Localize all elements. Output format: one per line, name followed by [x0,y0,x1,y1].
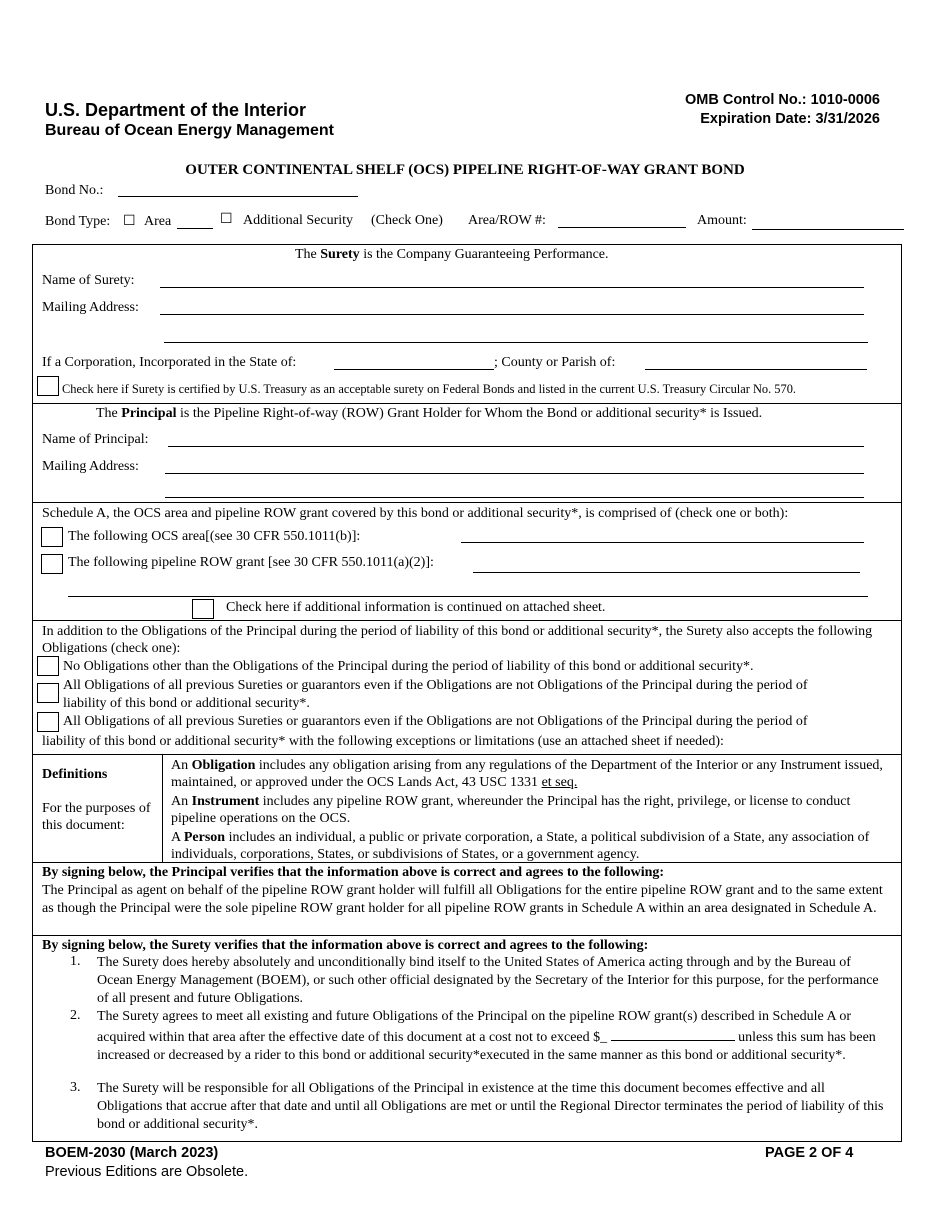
county-field[interactable] [645,369,867,370]
additional-security-checkbox[interactable]: ☐ [220,212,233,227]
schedule-a-extra-field[interactable] [68,596,868,597]
treasury-certified-checkbox[interactable] [37,376,59,396]
divider-schedule [32,620,901,621]
ocs-area-label: The following OCS area[(see 30 CFR 550.1011(b)]: [68,529,361,544]
principal-mailing-label: Mailing Address: [42,459,139,474]
principal-sign-heading: By signing below, the Principal verifies that the information above is correct and agrees to the following: [42,865,665,880]
department-name: U.S. Department of the Interior [45,100,307,120]
principal-name-field[interactable] [168,446,864,447]
omb-control-number: OMB Control No.: 1010-0006 [685,92,880,108]
area-blank[interactable] [177,228,213,229]
ocs-area-checkbox[interactable] [41,527,63,547]
area-row-field[interactable] [558,227,686,228]
surety-item-1-text: The Surety does hereby absolutely and unconditionally bind itself to the United States of America acting through and by the Bureau of Ocean Energy Management (BOEM), or such other official designated by the Secretary of the Interior for this purpose, for the performance of all present and future Obligations. [97,955,879,1007]
principal-sign-text: The Principal as agent on behalf of the pipeline ROW grant holder will fulfill all Obligations for the entire pipeline ROW grant and to the same extent as though the Principal were the sole pipeline ROW grant holder for all pipeline ROW grants in Schedule A within an area designated in Schedule A. [42,883,883,916]
principal-mailing-field-2[interactable] [165,497,864,498]
definition-instrument: An Instrument includes any pipeline ROW grant, whereunder the Principal has the right, privilege, or license to conduct pipeline operations on the OCS. [171,794,851,826]
surety-item-2-number: 2. [70,1008,81,1023]
attached-sheet-checkbox[interactable] [192,599,214,619]
surety-name-field[interactable] [160,287,864,288]
definitions-column-divider [162,754,163,862]
surety-mailing-field-2[interactable] [164,342,868,343]
definition-obligation: An Obligation includes any obligation arising from any regulations of the Department of the Interior or any Instrument issued, maintained, or approved under the OCS Lands Act, 43 USC 1331 et seq. [171,758,883,790]
obligation-option-all-line2: liability of this bond or additional security*. [63,696,310,711]
obligation-option-exceptions-checkbox[interactable] [37,712,59,732]
principal-intro: The Principal is the Pipeline Right-of-way (ROW) Grant Holder for Whom the Bond or additional security* is Issued. [96,406,763,421]
bond-type-label: Bond Type: [45,214,111,229]
bond-no-field[interactable] [118,196,358,197]
attached-sheet-label: Check here if additional information is continued on attached sheet. [226,600,606,615]
definition-person: A Person includes an individual, a public or private corporation, a State, a political subdivision of a State, any association of individuals, corporations, States, or subdivisions of States, or a government agency. [171,830,870,862]
surety-item-3-number: 3. [70,1080,81,1095]
amount-field[interactable] [752,229,904,230]
principal-name-label: Name of Principal: [42,432,149,447]
obligation-option-all-checkbox[interactable] [37,683,59,703]
surety-name-label: Name of Surety: [42,273,135,288]
expiration-date: Expiration Date: 3/31/2026 [700,111,880,127]
schedule-a-intro: Schedule A, the OCS area and pipeline ROW grant covered by this bond or additional security*, is comprised of (check one or both): [42,506,789,521]
obsolete-notice: Previous Editions are Obsolete. [45,1164,249,1180]
corp-state-label: If a Corporation, Incorporated in the State of: [42,355,297,370]
obligation-option-none: No Obligations other than the Obligations of the Principal during the period of liability of this bond or additional security*. [63,659,754,674]
row-grant-field[interactable] [473,572,860,573]
area-row-label: Area/ROW #: [468,213,546,228]
bond-no-label: Bond No.: [45,183,104,198]
form-identifier: BOEM-2030 (March 2023) [45,1145,219,1161]
area-checkbox[interactable]: ☐ [123,214,136,229]
row-grant-checkbox[interactable] [41,554,63,574]
obligation-option-none-checkbox[interactable] [37,656,59,676]
obligation-option-exceptions-line1: All Obligations of all previous Sureties or guarantors even if the Obligations are not Obligations of the Principal during the period of [63,714,808,729]
additional-security-label: Additional Security [243,213,354,228]
definitions-purpose: For the purposes of this document: [42,801,151,833]
surety-item-3-text: The Surety will be responsible for all Obligations of the Principal in existence at the time this document becomes effective and all Obligations that accrue after that date and until all Obligations are met or until the Regional Director terminates the period of liability of this bond or additional security*. [97,1081,884,1133]
divider-surety [32,403,901,404]
surety-sign-heading: By signing below, the Surety verifies that the information above is correct and agrees to the following: [42,938,649,953]
treasury-certified-label: Check here if Surety is certified by U.S. Treasury as an acceptable surety on Federal Bonds and listed in the current U.S. Treasury Circular No. 570. [62,382,796,396]
max-cost-field[interactable] [611,1026,735,1041]
form-title: OUTER CONTINENTAL SHELF (OCS) PIPELINE RIGHT-OF-WAY GRANT BOND [185,162,745,178]
county-label: ; County or Parish of: [494,355,616,370]
amount-label: Amount: [697,213,747,228]
principal-mailing-field-1[interactable] [165,473,864,474]
obligation-option-exceptions-line2: liability of this bond or additional security* with the following exceptions or limitations (use an attached sheet if needed): [42,734,724,749]
obligations-intro: In addition to the Obligations of the Principal during the period of liability of this bond or additional security*, the Surety also accepts the following Obligations (check one): [42,624,873,656]
divider-definitions [32,862,901,863]
corp-state-field[interactable] [334,369,494,370]
definitions-heading: Definitions [42,767,108,782]
surety-item-1-number: 1. [70,954,81,969]
surety-mailing-label: Mailing Address: [42,300,139,315]
surety-item-2-text: The Surety agrees to meet all existing and future Obligations of the Principal on the pipeline ROW grant(s) described in Schedule A or acquired within that area after the effective date of this document at a cost not to exceed $_ unless this sum has been increased or decreased by a rider to this bond or additional security*executed in the same manner as this bond or additional security*. [97,1009,876,1064]
surety-intro: The Surety is the Company Guaranteeing Performance. [295,247,609,262]
ocs-area-field[interactable] [461,542,864,543]
page-number: PAGE 2 OF 4 [765,1145,854,1161]
surety-mailing-field-1[interactable] [160,314,864,315]
divider-principal [32,502,901,503]
check-one-note: (Check One) [371,213,443,228]
row-grant-label: The following pipeline ROW grant [see 30 CFR 550.1011(a)(2)]: [68,555,434,570]
obligation-option-all-line1: All Obligations of all previous Sureties or guarantors even if the Obligations are not Obligations of the Principal during the period of [63,678,808,693]
divider-principal-sign [32,935,901,936]
area-option-label: Area [144,214,172,229]
bureau-name: Bureau of Ocean Energy Management [45,122,334,139]
